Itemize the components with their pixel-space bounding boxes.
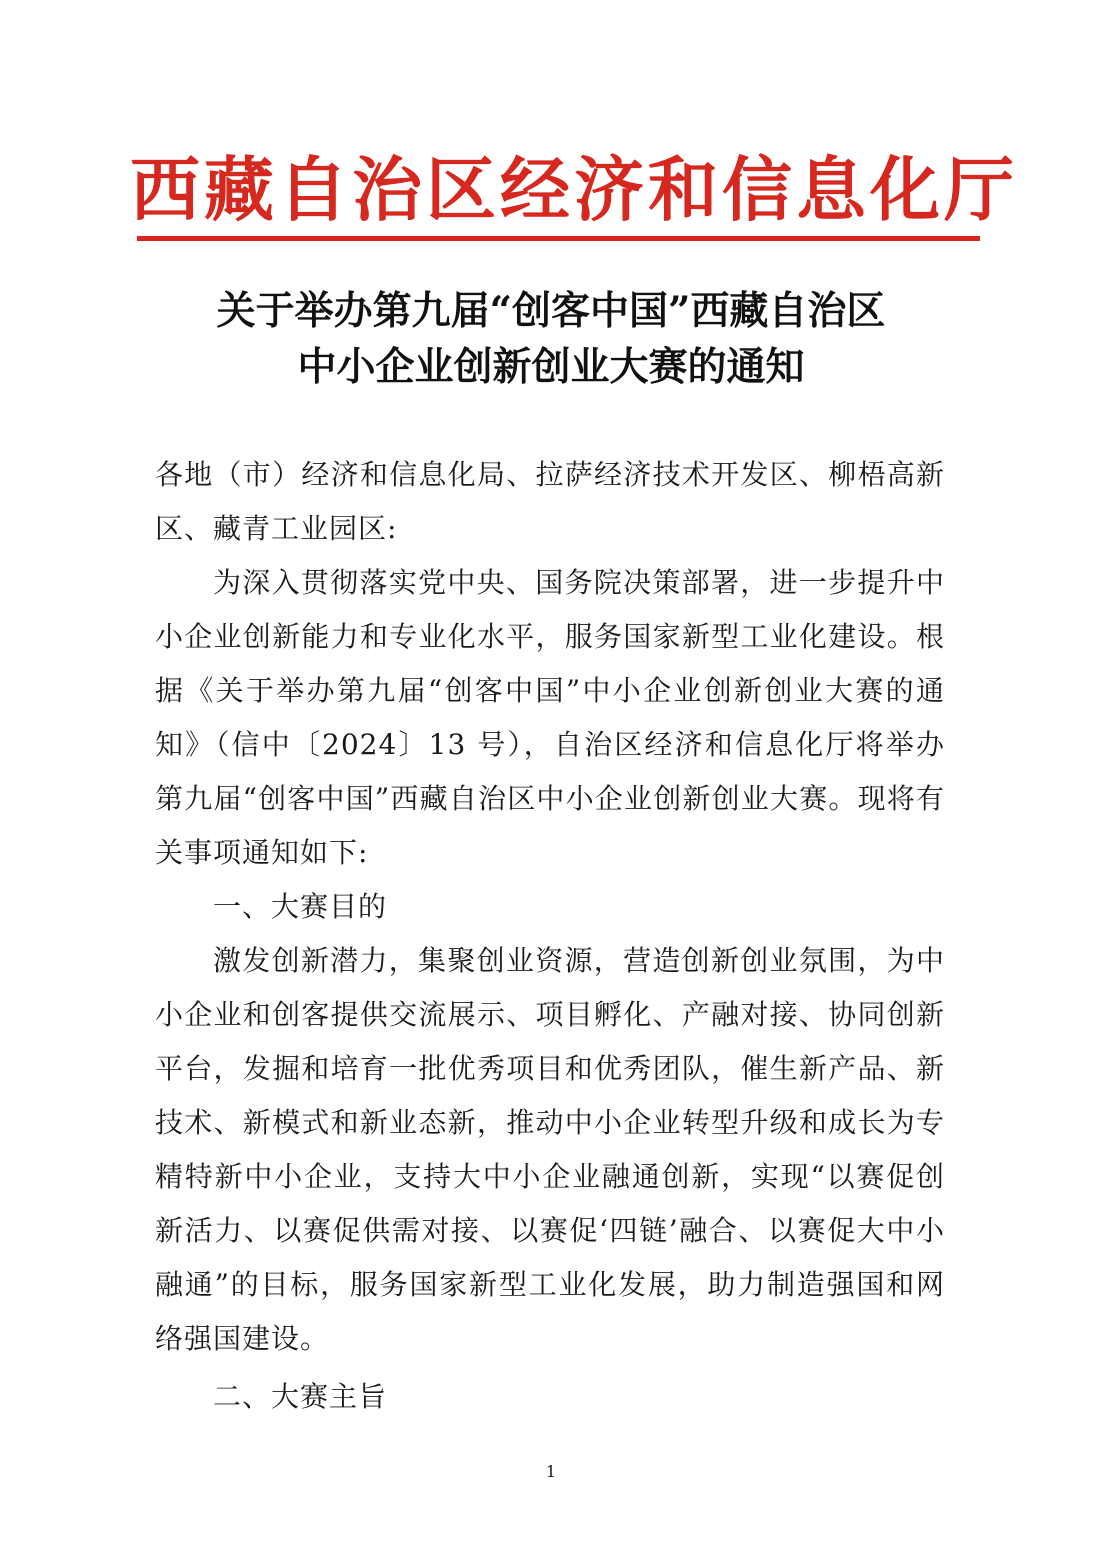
masthead-divider — [137, 236, 980, 241]
document-body — [155, 448, 945, 1424]
intro-paragraph: 为深入贯彻落实党中央、国务院决策部署，进一步提升中小企业创新能力和专业化水平，服务国家新型工业化建设。根据《关于举办第九届“创客中国”中小企业创新创业大赛的通知》（信中〔2024〕13 号），自治区经济和信息化厅将举办第九届“创客中国”西藏自治区中小企业创新创业大赛。现将有关事项通知如下: — [155, 566, 945, 869]
title-line-2: 中小企业创新创业大赛的通知 — [297, 344, 805, 390]
document-title — [100, 283, 1002, 395]
section-heading-2: 二、大赛主旨 — [213, 1380, 388, 1413]
section-heading-1: 一、大赛目的 — [213, 890, 388, 923]
title-line-1: 关于举办第九届“创客中国”西藏自治区 — [216, 288, 886, 334]
page-number: 1 — [545, 1462, 557, 1481]
agency-masthead: 西藏自治区经济和信息化厅 — [130, 149, 1018, 231]
addressee: 各地（市）经济和信息化局、拉萨经济技术开发区、柳梧高新区、藏青工业园区: — [155, 458, 945, 545]
section-1-paragraph: 激发创新潜力，集聚创业资源，营造创新创业氛围，为中小企业和创客提供交流展示、项目孵化、产融对接、协同创新平台，发掘和培育一批优秀项目和优秀团队，催生新产品、新技术、新模式和新业态新，推动中小企业转型升级和成长为专精特新中小企业，支持大中小企业融通创新，实现“以赛促创新活力、以赛促供需对接、以赛促‘四链’融合、以赛促大中小融通”的目标，服务国家新型工业化发展，助力制造强国和网络强国建设。 — [155, 944, 945, 1355]
